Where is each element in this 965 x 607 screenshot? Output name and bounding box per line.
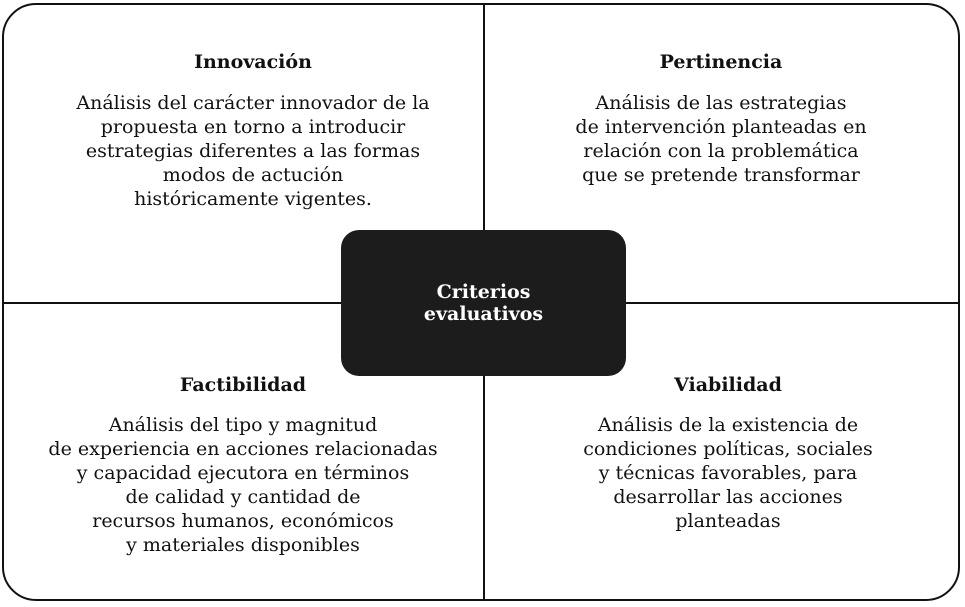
quadrant-title-innovacion: Innovación [194,51,312,73]
center-node-label: Criterios evaluativos [423,281,544,325]
quadrant-title-pertinencia: Pertinencia [659,51,783,73]
quadrant-pertinencia [498,51,944,187]
quadrant-title-factibilidad: Factibilidad [179,374,307,396]
quadrant-body-viabilidad: Análisis de la existencia de condiciones políticas, sociales y técnicas favorables, para desarrollar las acciones planteadas [583,414,873,532]
quadrant-body-factibilidad: Análisis del tipo y magnitud de experiencia en acciones relacionadas y capacidad ejecutora en términos de calidad y cantidad de recursos humanos, económicos y materiales disponibles [48,414,438,556]
quadrant-viabilidad [505,374,951,533]
quadrant-title-viabilidad: Viabilidad [674,374,782,396]
quadrant-body-pertinencia: Análisis de las estrategias de intervención planteadas en relación con la problemática que se pretende transformar [575,92,867,186]
quadrant-body-innovacion: Análisis del carácter innovador de la propuesta en torno a introducir estrategias diferentes a las formas modos de actución históricamente vigentes. [76,92,430,210]
quadrant-factibilidad [20,374,466,557]
quadrant-innovacion [30,51,476,211]
center-node [341,230,626,376]
